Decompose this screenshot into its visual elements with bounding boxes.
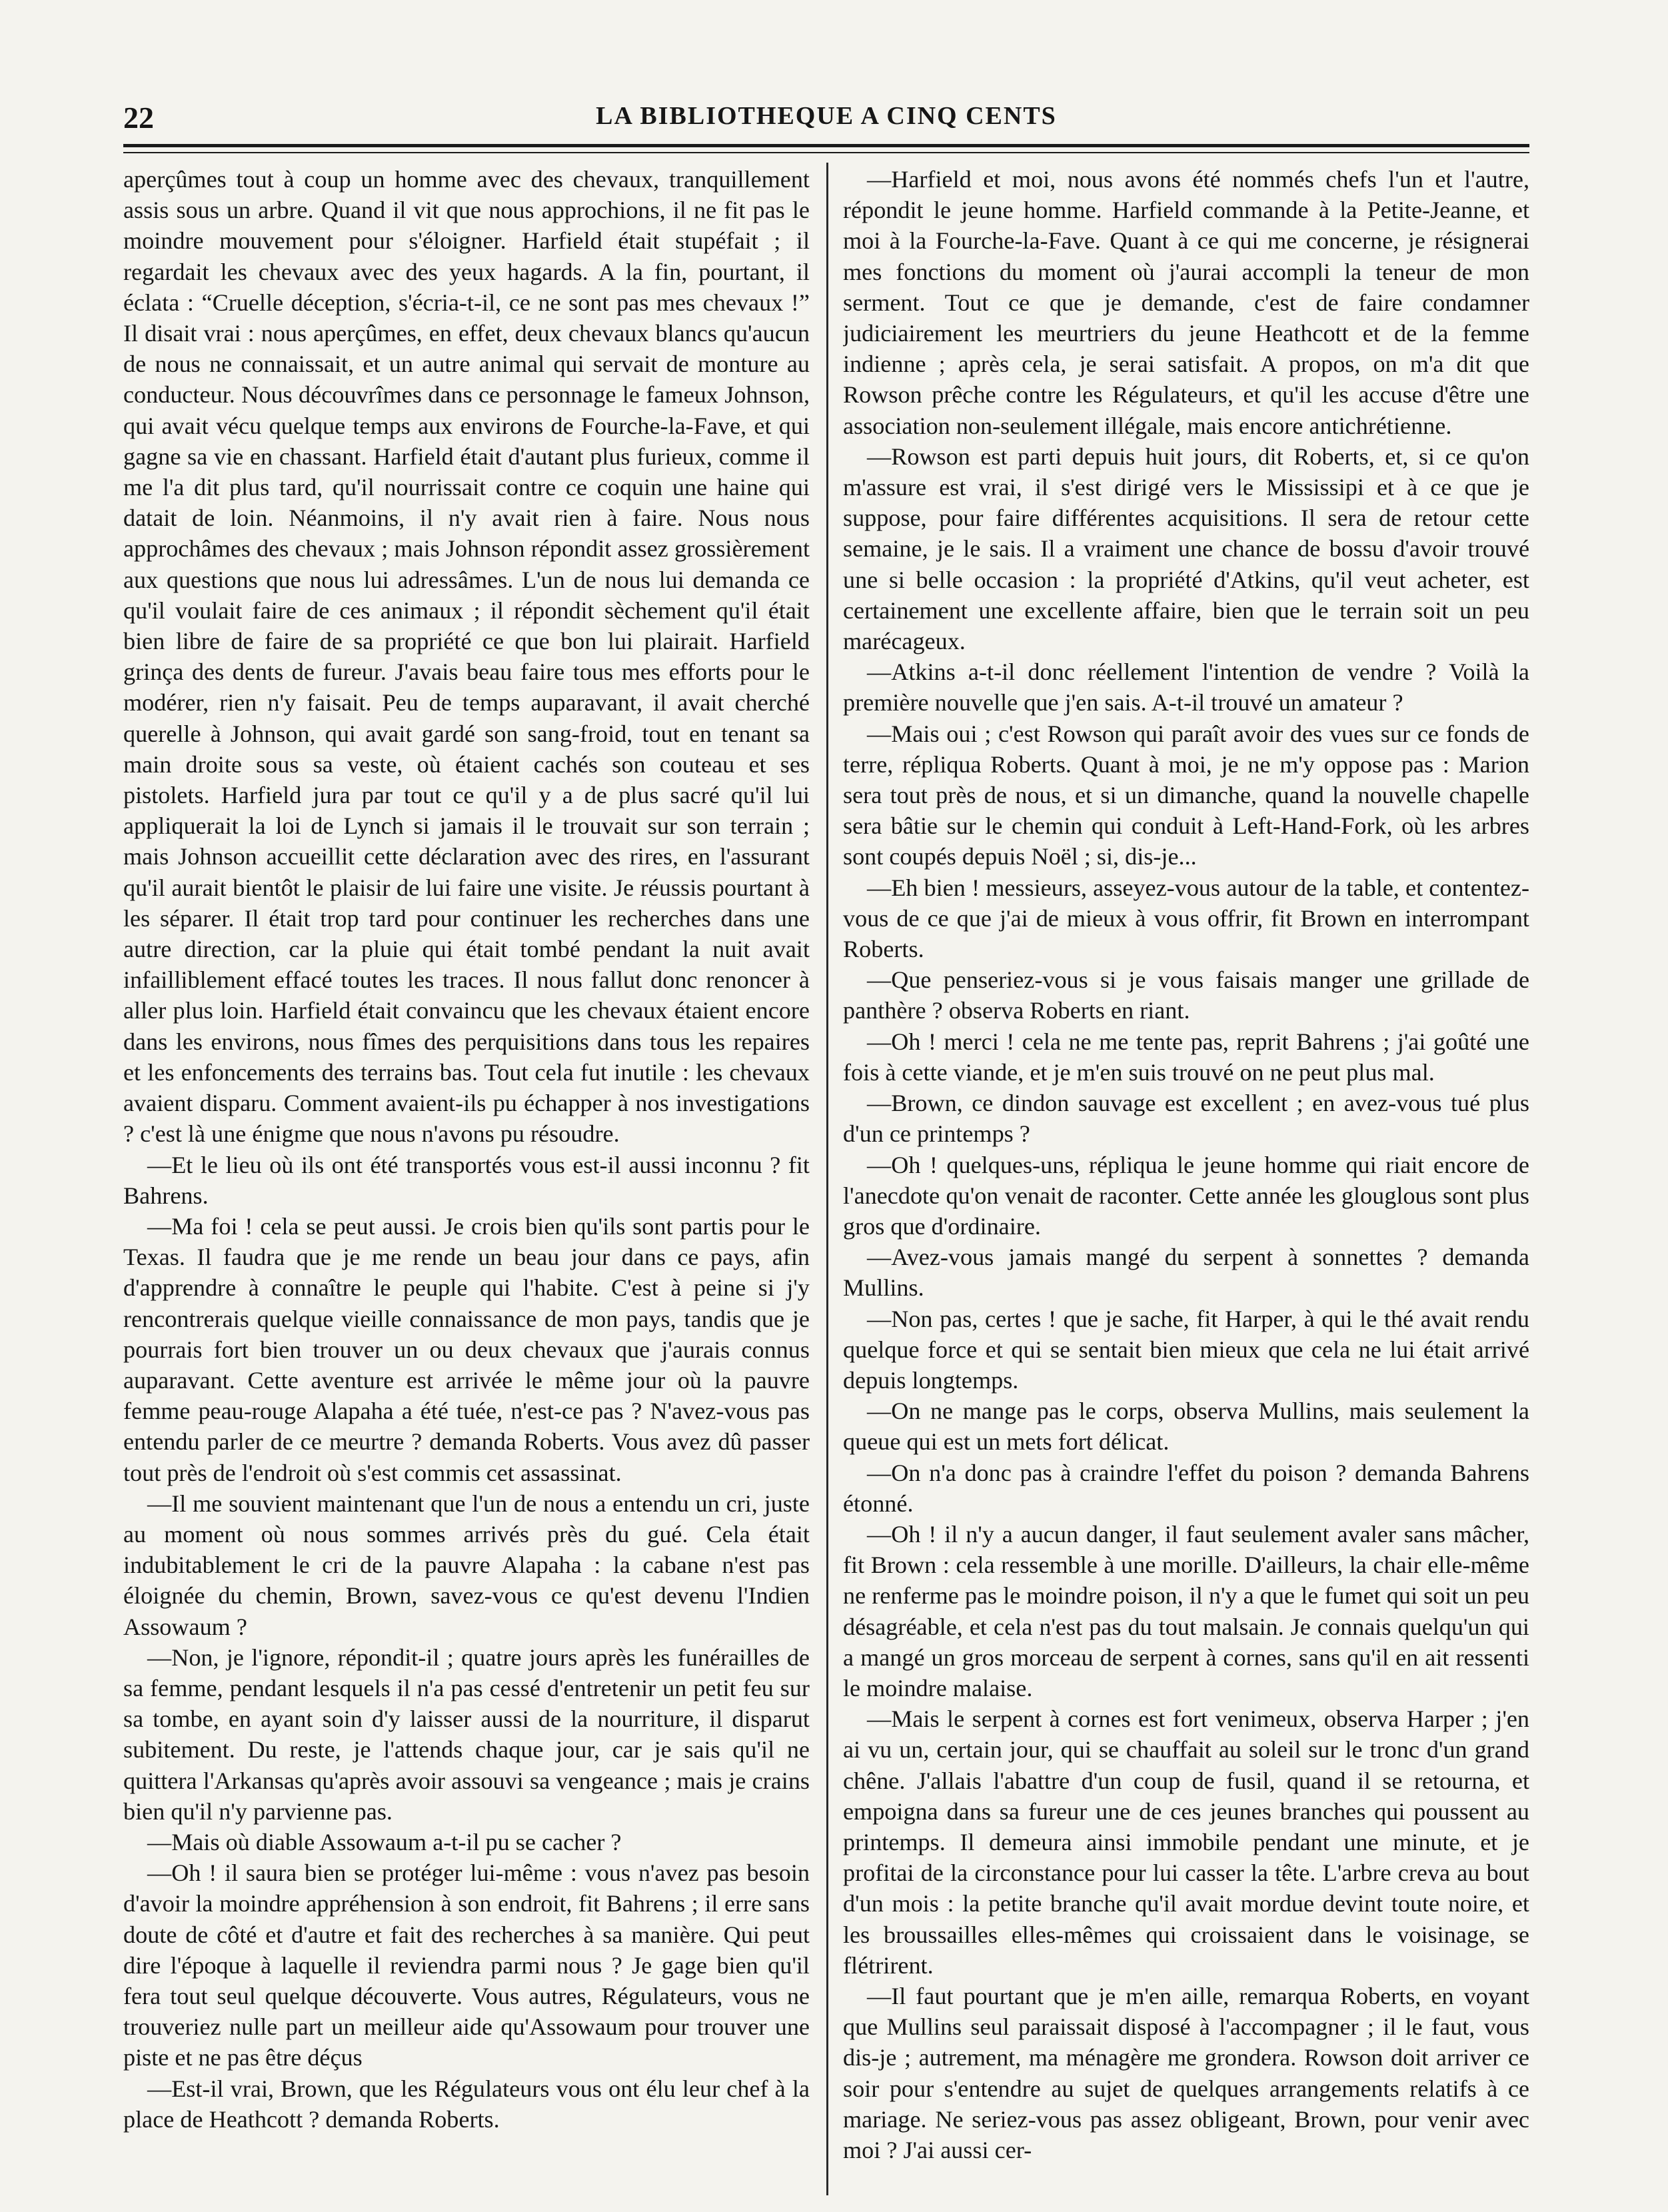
paragraph: —Et le lieu où ils ont été transportés vous est-il aussi inconnu ? fit Bahrens. [123,1151,810,1209]
paragraph: —Est-il vrai, Brown, que les Régulateurs vous ont élu leur chef à la place de Heathcott ? demanda Roberts. [123,2075,810,2133]
paragraph: —Mais où diable Assowaum a-t-il pu se cacher ? [147,1828,622,1855]
header-rule-thick [123,144,1529,147]
header-rule-thin [123,152,1529,153]
paragraph: —Il me souvient maintenant que l'un de nous a entendu un cri, juste au moment où nous sommes arrivés près du gué. Cela était indubitablement le cri de la pauvre Alapaha : la cabane n'est pas éloignée du chemin, Brown, savez-vous ce qu'est devenu l'Indien Assowaum ? [123,1490,810,1640]
paragraph: —Atkins a-t-il donc réellement l'intention de vendre ? Voilà la première nouvelle que j'en sais. A-t-il trouvé un amateur ? [843,658,1529,716]
paragraph: —Harfield et moi, nous avons été nommés chefs l'un et l'autre, répondit le jeune homme. Harfield commande à la Petite-Jeanne, et moi à la Fourche-la-Fave. Quant à ce qui me concerne, je résignerai mes fonctions du moment où j'aurai accompli la teneur de mon serment. Tout ce que je demande, c'est de faire condamner judiciairement les meurtriers du jeune Heathcott et de la femme indienne ; après cela, je serai satisfait. A propos, on m'a dit que Rowson prêche contre les Régulateurs, et qu'il les accuse d'être une association non-seulement illégale, mais encore antichrétienne. [843,166,1529,439]
right-column [843,164,1529,2190]
paragraph: —Oh ! merci ! cela ne me tente pas, reprit Bahrens ; j'ai goûté une fois à cette viande, et je m'en suis trouvé on ne peut plus mal. [843,1028,1529,1086]
paragraph: —Rowson est parti depuis huit jours, dit Roberts, et, si ce qu'on m'assure est vrai, il s'est dirigé vers le Mississipi et à ce que je suppose, pour faire différentes acquisitions. Il sera de retour cette semaine, je le sais. Il a vraiment une chance de bossu d'avoir trouvé une si belle occasion : la propriété d'Atkins, qu'il veut acheter, est certainement une excellente affaire, bien que le terrain soit un peu marécageux. [843,443,1529,655]
paragraph: —On ne mange pas le corps, observa Mullins, mais seulement la queue qui est un mets fort délicat. [843,1398,1529,1456]
page-number: 22 [123,101,154,135]
paragraph: —Oh ! il n'y a aucun danger, il faut seulement avaler sans mâcher, fit Brown : cela ressemble à une morille. D'ailleurs, la chair elle-même ne renferme pas le moindre poison, il n'y a que le fumet qui soit un peu désagréable, et cela n'est pas du tout malsain. Je connais quelqu'un qui a mangé un gros morceau de serpent à cornes, sans qu'il en ait ressenti le moindre malaise. [843,1520,1529,1701]
page-header [123,100,1529,140]
paragraph: —Que penseriez-vous si je vous faisais manger une grillade de panthère ? observa Roberts en riant. [843,966,1529,1024]
paragraph: —Oh ! il saura bien se protéger lui-même : vous n'avez pas besoin d'avoir la moindre appréhension à son endroit, fit Bahrens ; il erre sans doute de côté et d'autre et fait des recherches à sa manière. Qui peut dire l'époque à laquelle il reviendra parmi nous ? Je gage bien qu'il fera tout seul quelque découverte. Vous autres, Régulateurs, vous ne trouveriez nulle part un meilleur aide qu'Assowaum pour trouver une piste et ne pas être déçus [123,1859,810,2071]
paragraph: —Il faut pourtant que je m'en aille, remarqua Roberts, en voyant que Mullins seul paraissait disposé à l'accompagner ; il le faut, vous dis-je ; autrement, ma ménagère me grondera. Rowson doit arriver ce soir pour s'entendre au sujet de quelques arrangements relatifs à ce mariage. Ne seriez-vous pas assez obligeant, Brown, pour venir avec moi ? J'ai aussi cer- [843,1982,1529,2163]
paragraph: —Brown, ce dindon sauvage est excellent ; en avez-vous tué plus d'un ce printemps ? [843,1090,1529,1148]
paragraph: —Ma foi ! cela se peut aussi. Je crois bien qu'ils sont partis pour le Texas. Il faudra que je me rende un beau jour dans ce pays, afin d'apprendre à connaître le peuple qui l'habite. C'est à peine si j'y rencontrerais quelque vieille connaissance de mon pays, tandis que je pourrais fort bien trouver un ou deux chevaux que j'aurais connus auparavant. Cette aventure est arrivée le même jour où la pauvre femme peau-rouge Alapaha a été tuée, n'est-ce pas ? N'avez-vous pas entendu parler de ce meurtre ? demanda Roberts. Vous avez dû passer tout près de l'endroit où s'est commis cet assassinat. [123,1212,810,1486]
paragraph: —Non, je l'ignore, répondit-il ; quatre jours après les funérailles de sa femme, pendant lesquels il n'a pas cessé d'entretenir un petit feu sur sa tombe, en ayant soin d'y laisser aussi de la nourriture, il disparut subitement. Du reste, je l'attends chaque jour, car je sais qu'il ne quittera l'Arkansas qu'après avoir assouvi sa vengeance ; mais je crains bien qu'il n'y parvienne pas. [123,1644,810,1825]
paragraph: —Avez-vous jamais mangé du serpent à sonnettes ? demanda Mullins. [843,1244,1529,1302]
column-divider [826,163,828,2195]
running-title: LA BIBLIOTHEQUE A CINQ CENTS [596,102,1057,130]
paragraph: —Mais oui ; c'est Rowson qui paraît avoir des vues sur ce fonds de terre, répliqua Roberts. Quant à moi, je ne m'y oppose pas : Marion sera tout près de nous, et si un dimanche, quand la nouvelle chapelle sera bâtie sur le chemin qui conduit à Left-Hand-Fork, où les arbres sont coupés depuis Noël ; si, dis-je... [843,720,1529,870]
paragraph: —Non pas, certes ! que je sache, fit Harper, à qui le thé avait rendu quelque force et qui se sentait bien mieux que cela ne lui était arrivé depuis longtemps. [843,1305,1529,1394]
paragraph: —Mais le serpent à cornes est fort venimeux, observa Harper ; j'en ai vu un, certain jour, qui se chauffait au soleil sur le tronc d'un grand chêne. J'allais l'abattre d'un coup de fusil, quand il se retourna, et empoigna dans sa fureur une de ces jeunes branches qui poussent au printemps. Il demeura ainsi immobile pendant une minute, et je profitai de la circonstance pour lui casser la tête. L'arbre creva au bout d'un mois : la petite branche qu'il avait mordue devint toute noire, et les broussailles elles-mêmes qui croissaient dans le voisinage, se flétrirent. [843,1705,1529,1979]
left-column [123,164,810,2190]
paragraph: —Oh ! quelques-uns, répliqua le jeune homme qui riait encore de l'anecdote qu'on venait de raconter. Cette année les glouglous sont plus gros que d'ordinaire. [843,1151,1529,1240]
paragraph: —On n'a donc pas à craindre l'effet du poison ? demanda Bahrens étonné. [843,1459,1529,1517]
paragraph: aperçûmes tout à coup un homme avec des chevaux, tranquillement assis sous un arbre. Quand il vit que nous approchions, il ne fit pas le moindre mouvement pour s'éloigner. Harfield était stupéfait ; il regardait les chevaux avec des yeux hagards. A la fin, pourtant, il éclata : “Cruelle déception, s'écria-t-il, ce ne sont pas mes chevaux !” Il disait vrai : nous aperçûmes, en effet, deux chevaux blancs qu'aucun de nous ne connaissait, et un autre animal qui servait de monture au conducteur. Nous découvrîmes dans ce personnage le fameux Johnson, qui avait vécu quelque temps aux environs de Fourche-la-Fave, et qui gagne sa vie en chassant. Harfield était d'autant plus furieux, comme il me l'a dit plus tard, qu'il nourrissait contre ce coquin une haine qui datait de loin. Néanmoins, il n'y avait rien à faire. Nous nous approchâmes des chevaux ; mais Johnson répondit assez grossièrement aux questions que nous lui adressâmes. L'un de nous lui demanda ce qu'il voulait faire de ces animaux ; il répondit sèchement qu'il était bien libre de faire de sa propriété ce que bon lui plairait. Harfield grinça des dents de fureur. J'avais beau faire tous mes efforts pour le modérer, rien n'y faisait. Peu de temps auparavant, il avait cherché querelle à Johnson, qui avait gardé son sang-froid, tout en tenant sa main droite sous sa veste, où étaient cachés son couteau et ses pistolets. Harfield jura par tout ce qu'il y a de plus sacré qu'il lui appliquerait la loi de Lynch si jamais il le trouvait sur son terrain ; mais Johnson accueillit cette déclaration avec des rires, en l'assurant qu'il aurait bientôt le plaisir de lui faire une visite. Je réussis pourtant à les séparer. Il était trop tard pour continuer les recherches dans une autre direction, car la pluie qui était tombé pendant la nuit avait infailliblement effacé toutes les traces. Il nous fallut donc renoncer à aller plus loin. Harfield était convaincu que les chevaux étaient encore dans les environs, nous fîmes des perquisitions dans tous les repaires et les enfoncements des terrains bas. Tout cela fut inutile : les chevaux avaient disparu. Comment avaient-ils pu échapper à nos investigations ? c'est là une énigme que nous n'avons pu résoudre. [123,166,810,1148]
paragraph: —Eh bien ! messieurs, asseyez-vous autour de la table, et contentez-vous de ce que j'ai de mieux à vous offrir, fit Brown en interrompant Roberts. [843,874,1529,963]
